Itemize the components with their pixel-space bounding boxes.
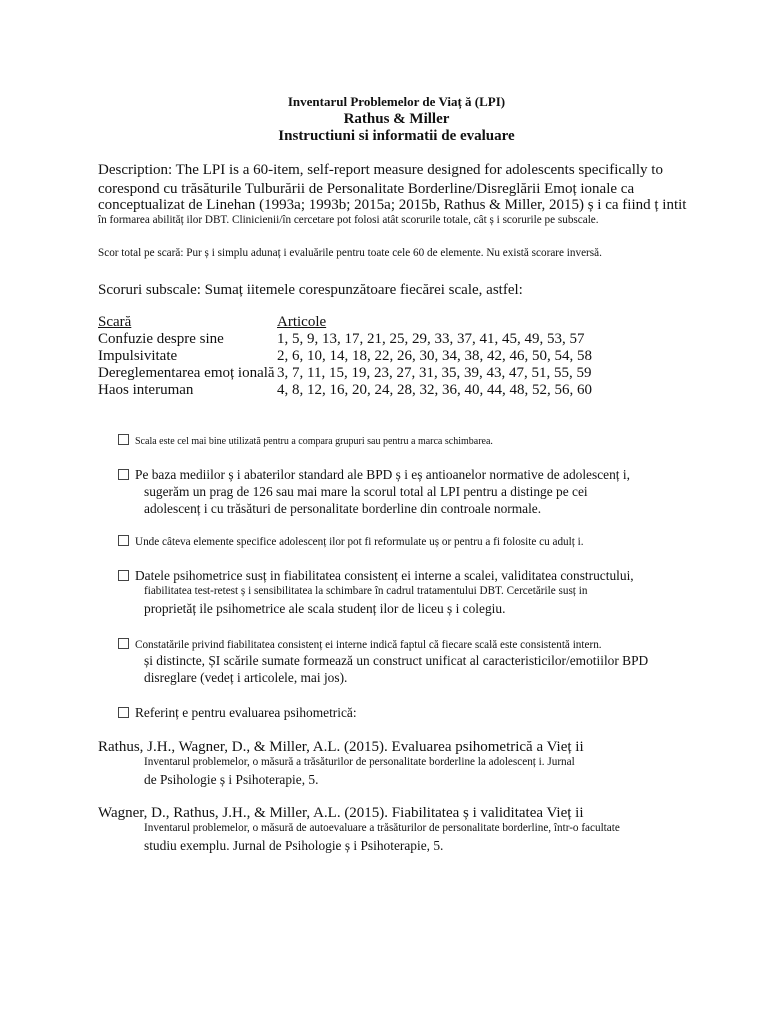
total-score-note: Scor total pe scară: Pur ș i simplu adunaț i evaluările pentru toate cele 60 de elemente. Nu există scorare inversă. [98,247,602,259]
document-subtitle: Instructiuni si informatii de evaluare [278,128,515,144]
checkbox-icon [118,469,129,480]
table-row-items: 4, 8, 12, 16, 20, 24, 28, 32, 36, 40, 44, 48, 52, 56, 60 [277,382,592,398]
table-row-items: 2, 6, 10, 14, 18, 22, 26, 30, 34, 38, 42, 46, 50, 54, 58 [277,348,592,364]
table-row-scale: Dereglementarea emoț ională [98,365,275,381]
table-row-items: 1, 5, 9, 13, 17, 21, 25, 29, 33, 37, 41, 45, 49, 53, 57 [277,331,585,347]
reference-2-continuation: studiu exemplu. Jurnal de Psihologie ș i Psihoterapie, 5. [144,838,444,853]
table-row-items: 3, 7, 11, 15, 19, 23, 27, 31, 35, 39, 43, 47, 51, 55, 59 [277,365,592,381]
checkbox-icon [118,638,129,649]
bullet-item [118,535,584,548]
bullet-item [118,467,630,483]
checkbox-icon [118,570,129,581]
bullet-text: Referinț e pentru evaluarea psihometrică: [135,705,357,720]
table-row-scale: Impulsivitate [98,348,178,364]
reference-2: Wagner, D., Rathus, J.H., & Miller, A.L. (2015). Fiabilitatea ș i validitatea Vieț ii [98,805,584,821]
bullet-continuation: disreglare (vedeț i articolele, mai jos). [144,670,348,685]
bullet-item [118,638,602,651]
description-line-1: Description: The LPI is a 60-item, self-report measure designed for adolescents specifically to [98,162,663,178]
bullet-continuation: adolescenț i cu trăsături de personalitate borderline din controale normale. [144,501,542,516]
document-authors: Rathus & Miller [343,111,450,127]
items-column-header: Articole [277,314,327,330]
description-line-3: conceptualizat de Linehan (1993a; 1993b; 2015a; 2015b, Rathus & Miller, 2015) ș i ca fiind ț intit [98,197,687,213]
document-title: Inventarul Problemelor de Viaț ă (LPI) [287,94,506,109]
scale-column-header: Scară [98,314,132,330]
bullet-item [118,434,493,447]
bullet-continuation: și distincte, ȘI scările sumate formează un construct unificat al caracteristicilor/emotiilor BPD [144,653,649,668]
checkbox-icon [118,434,129,445]
table-row-scale: Confuzie despre sine [98,331,224,347]
bullet-item [118,568,634,584]
reference-1-continuation: Inventarul problemelor, o măsură a trăsăturilor de personalitate borderline la adolescenț i. Jurnal [144,756,575,768]
table-row-scale: Haos interuman [98,382,194,398]
bullet-text: Pe baza mediilor ș i abaterilor standard ale BPD ș i eș antioanelor normative de adolescenț i, [135,467,630,482]
bullet-text: Unde câteva elemente specifice adolescenț ilor pot fi reformulate uș or pentru a fi folosite cu adulț i. [135,536,584,548]
bullet-text: Datele psihometrice susț in fiabilitatea consistenț ei interne a scalei, validitatea constructului, [135,568,634,583]
checkbox-icon [118,707,129,718]
bullet-continuation: proprietăț ile psihometrice ale scala studenț ilor de liceu ș i colegiu. [144,601,506,616]
bullet-text: Constatările privind fiabilitatea consistenț ei interne indică faptul că fiecare scală este consistentă intern. [135,639,602,651]
reference-2-continuation: Inventarul problemelor, o măsură de autoevaluare a trăsăturilor de personalitate borderline, într-o facultate [144,822,620,834]
bullet-continuation: fiabilitatea test-retest ș i sensibilitatea la schimbare în cadrul tratamentului DBT. Cercetările susț in [144,585,588,597]
subscale-intro: Scoruri subscale: Sumaț iitemele corespunzătoare fiecărei scale, astfel: [98,282,523,298]
bullet-item [118,705,357,721]
checkbox-icon [118,535,129,546]
bullet-text: Scala este cel mai bine utilizată pentru a compara grupuri sau pentru a marca schimbarea. [135,436,493,447]
description-line-4: în formarea abilităț ilor DBT. Clinicienii/în cercetare pot folosi atât scorurile totale, cât ș i scorurile pe subscale. [98,214,599,226]
description-line-2: corespond cu trăsăturile Tulburării de Personalitate Borderline/Disreglării Emoț ionale ca [98,181,635,197]
reference-1-continuation: de Psihologie ș i Psihoterapie, 5. [144,772,319,787]
bullet-continuation: sugerăm un prag de 126 sau mai mare la scorul total al LPI pentru a distinge pe cei [144,484,588,499]
reference-1: Rathus, J.H., Wagner, D., & Miller, A.L. (2015). Evaluarea psihometrică a Vieț ii [98,739,584,755]
